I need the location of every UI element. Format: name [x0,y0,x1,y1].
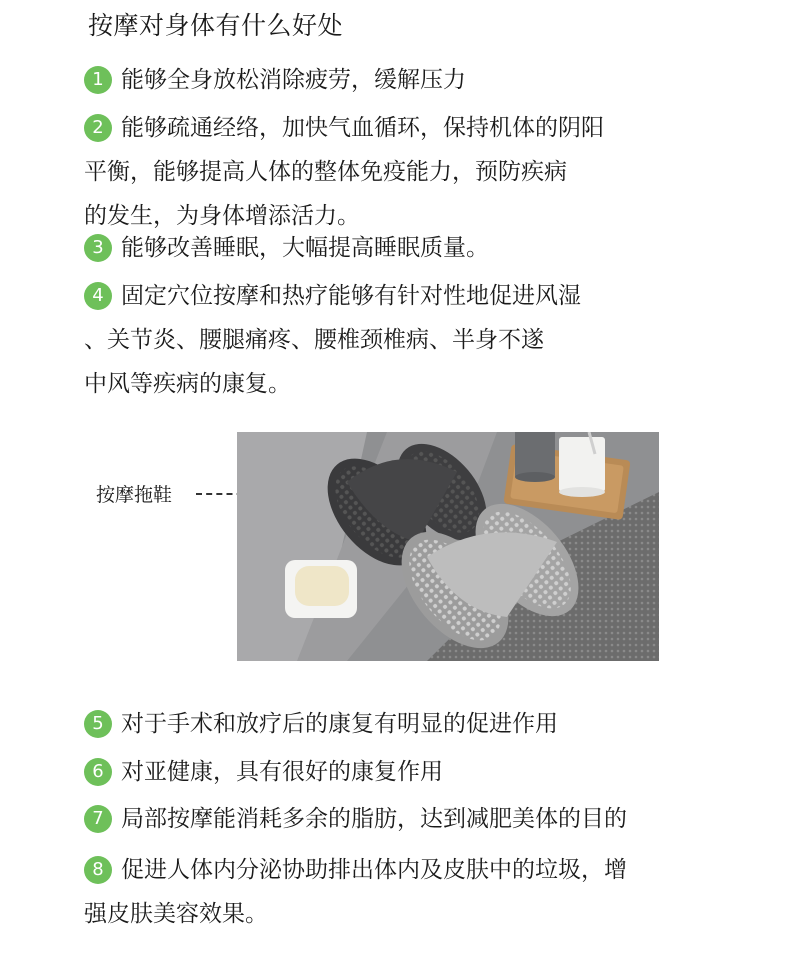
number-badge: 6 [84,758,112,786]
benefit-item-3 [84,226,724,270]
benefit-item-7 [84,797,724,841]
benefit-text: 对于手术和放疗后的康复有明显的促进作用 [121,711,558,737]
benefit-item-2 [84,106,724,238]
benefit-text: 的发生，为身体增添活力。 [84,203,360,229]
benefit-item-1 [84,58,724,102]
number-badge: 2 [84,114,112,142]
number-badge: 1 [84,66,112,94]
benefit-text: 局部按摩能消耗多余的脂肪，达到减肥美体的目的 [121,806,627,832]
benefit-text: 固定穴位按摩和热疗能够有针对性地促进风湿 [121,283,581,309]
benefit-item-5 [84,702,724,746]
benefit-text: 中风等疾病的康复。 [84,371,291,397]
benefit-text: 平衡，能够提高人体的整体免疫能力，预防疾病 [84,159,567,185]
benefit-text: 、关节炎、腰腿痛疼、腰椎颈椎病、半身不遂 [84,327,544,353]
benefit-text: 强皮肤美容效果。 [84,901,268,927]
massage-slippers-photo [237,432,659,661]
number-badge: 4 [84,282,112,310]
benefit-text: 促进人体内分泌协助排出体内及皮肤中的垃圾，增 [121,857,627,883]
number-badge: 8 [84,856,112,884]
benefit-text: 对亚健康，具有很好的康复作用 [121,759,443,785]
page-title: 按摩对身体有什么好处 [88,11,344,40]
photo-callout-label: 按摩拖鞋 [96,484,173,506]
benefit-item-8 [84,848,724,936]
benefit-item-4 [84,274,724,406]
benefit-text: 能够疏通经络，加快气血循环，保持机体的阴阳 [121,115,604,141]
benefit-text: 能够改善睡眠，大幅提高睡眠质量。 [121,235,489,261]
number-badge: 3 [84,234,112,262]
benefit-item-6 [84,750,724,794]
number-badge: 7 [84,805,112,833]
number-badge: 5 [84,710,112,738]
benefit-text: 能够全身放松消除疲劳，缓解压力 [121,67,466,93]
